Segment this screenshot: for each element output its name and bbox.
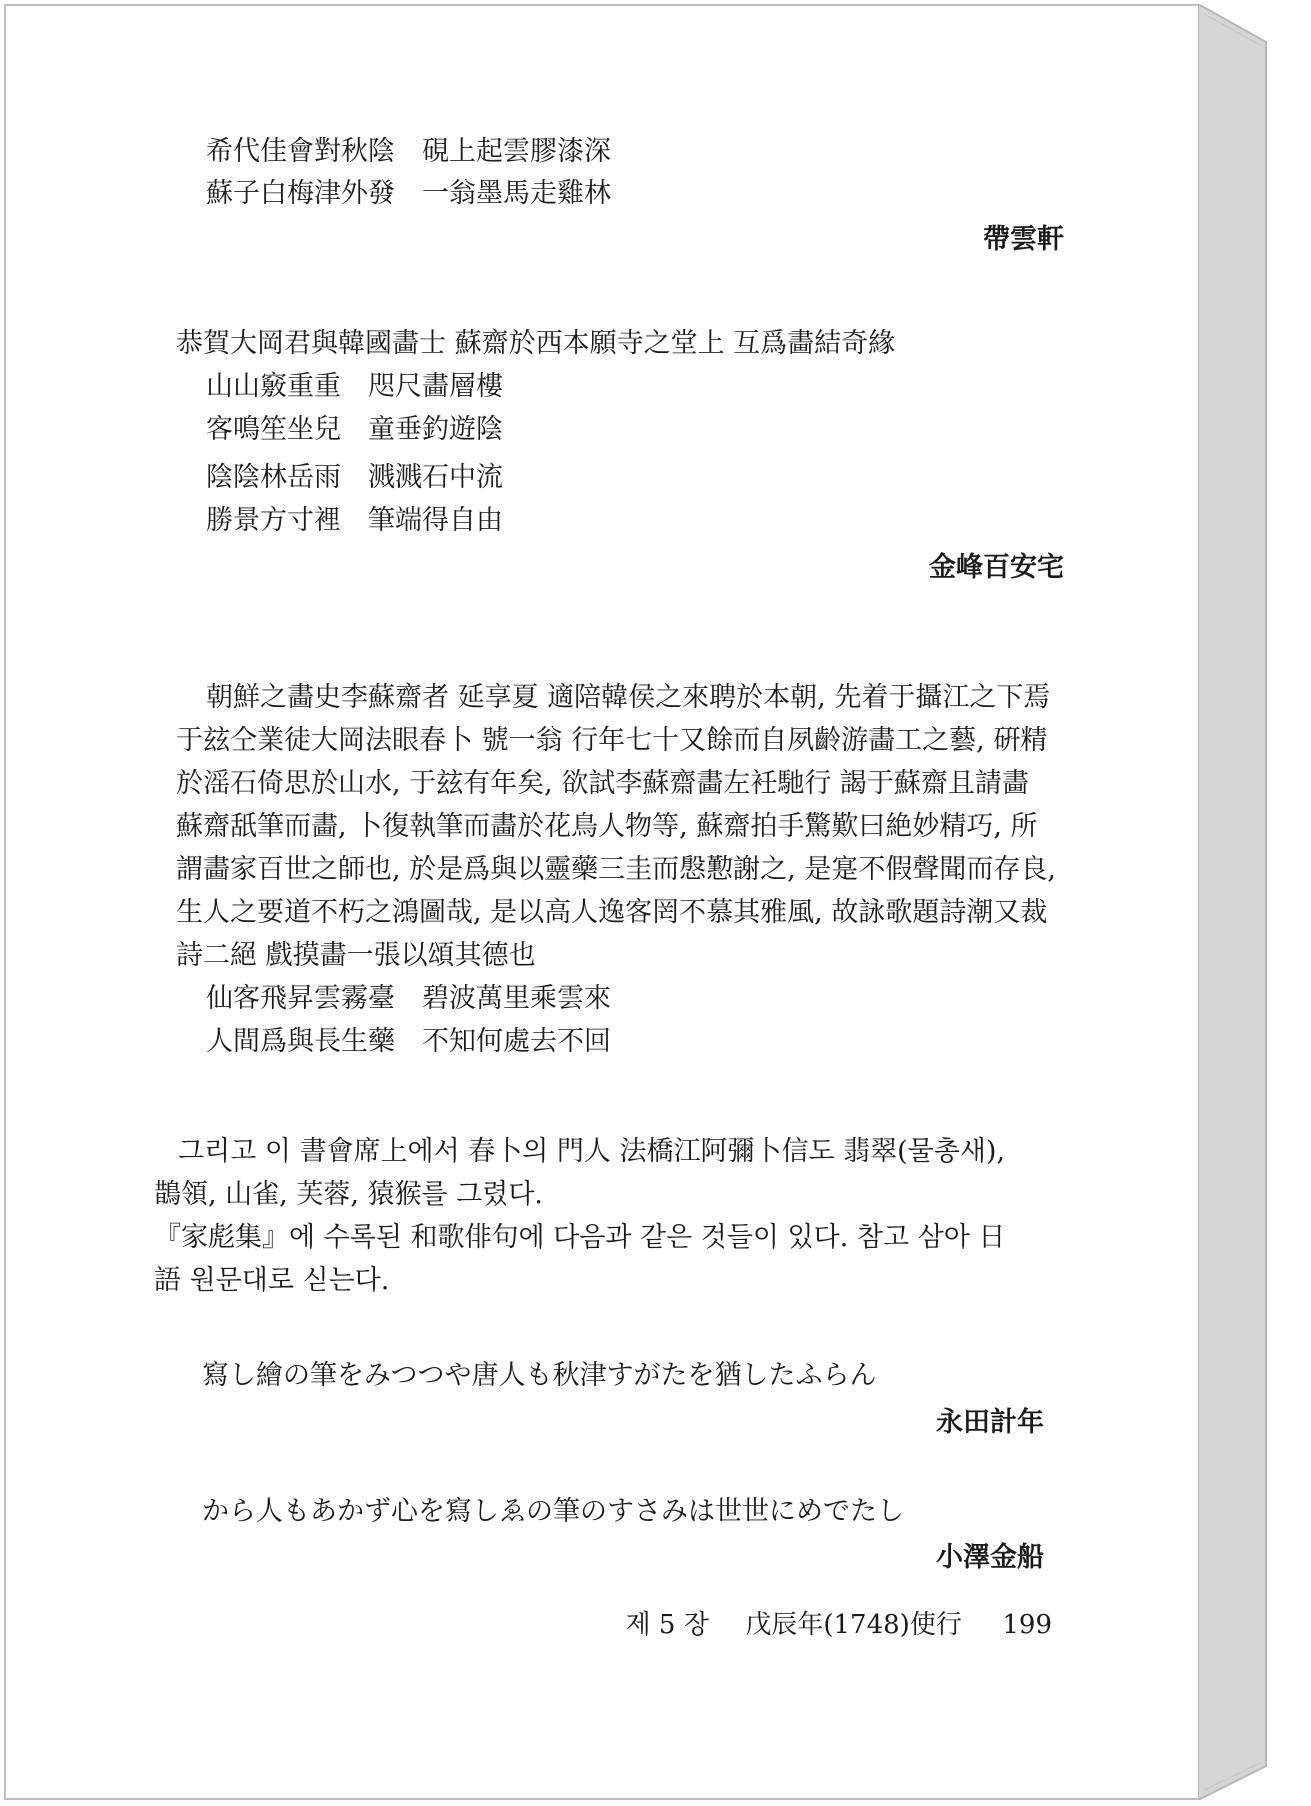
haiku2-author: 小澤金船 — [936, 1542, 1044, 1573]
poem2-author: 金峰百安宅 — [929, 552, 1064, 583]
book-page-edge — [1198, 4, 1270, 1800]
page-text — [6, 6, 1202, 1802]
korean-line: 그리고 이 書會席上에서 春卜의 門人 法橋江阿彌卜信도 翡翠(물총새), — [178, 1136, 1006, 1167]
page — [4, 4, 1200, 1800]
prose-line: 生人之要道不朽之鴻圖哉, 是以高人逸客罔不慕其雅風, 故詠歌題詩潮又裁 — [176, 897, 1048, 928]
poem1-line: 蘇子白梅津外發 一翁墨馬走雞林 — [206, 178, 611, 209]
footer-page-number: 199 — [1002, 1610, 1052, 1640]
prose-line: 蘇齋舐筆而畵, 卜復執筆而畵於花鳥人物等, 蘇齋拍手驚歎曰絶妙精巧, 所 — [176, 811, 1038, 842]
korean-line: 鵲領, 山雀, 芙蓉, 猿猴를 그렸다. — [154, 1179, 543, 1210]
poem1-line: 希代佳會對秋陰 硯上起雲膠漆深 — [206, 136, 611, 167]
prose-line: 詩二絕 戲摸畵一張以頌其德也 — [176, 940, 536, 971]
poem2-line: 勝景方寸裡 筆端得自由 — [206, 505, 503, 536]
poem1-author: 帶雲軒 — [983, 224, 1064, 255]
poem2-line: 陰陰林岳雨 溅溅石中流 — [206, 462, 503, 493]
footer-title: 戊辰年(1748)使行 — [745, 1610, 962, 1640]
page-footer — [626, 1604, 1052, 1647]
haiku2-text: から人もあかず心を寫しゑの筆のすさみは世世にめでたし — [202, 1496, 904, 1527]
prose-verse-line: 人間爲與長生藥 不知何處去不回 — [206, 1026, 611, 1057]
footer-chapter: 제 5 장 — [625, 1610, 709, 1640]
korean-line: 語 원문대로 싣는다. — [154, 1265, 390, 1296]
prose-line: 於滛石倚思於山水, 于玆有年矣, 欲試李蘇齋畵左衽馳行 謁于蘇齋且請畵 — [176, 768, 1029, 799]
poem2-line: 客鳴笙坐兒 童垂釣遊陰 — [206, 414, 503, 445]
poem2-heading: 恭賀大岡君與韓國畵士 蘇齋於西本願寺之堂上 互爲畵結奇緣 — [176, 328, 896, 359]
haiku1-author: 永田計年 — [936, 1407, 1044, 1438]
prose-verse-line: 仙客飛昇雲霧臺 碧波萬里乘雲來 — [206, 983, 611, 1014]
poem2-line: 山山竅重重 咫尺畵層樓 — [206, 371, 503, 402]
korean-line: 『家彪集』에 수록된 和歌俳句에 다음과 같은 것들이 있다. 참고 삼아 日 — [154, 1222, 1006, 1253]
prose-line: 于玆仝業徒大岡法眼春卜 號一翁 行年七十又餘而自夙齡游畵工之藝, 硏精 — [176, 725, 1048, 756]
prose-line: 朝鮮之畵史李蘇齋者 延享夏 適陪韓侯之來聘於本朝, 先着于攝江之下焉 — [206, 682, 1051, 713]
prose-line: 謂畵家百世之師也, 於是爲與以靈藥三圭而慇懃謝之, 是寔不假聲聞而存良, — [176, 854, 1056, 885]
haiku1-text: 寫し繪の筆をみつつや唐人も秋津すがたを猶したふらん — [202, 1360, 877, 1391]
